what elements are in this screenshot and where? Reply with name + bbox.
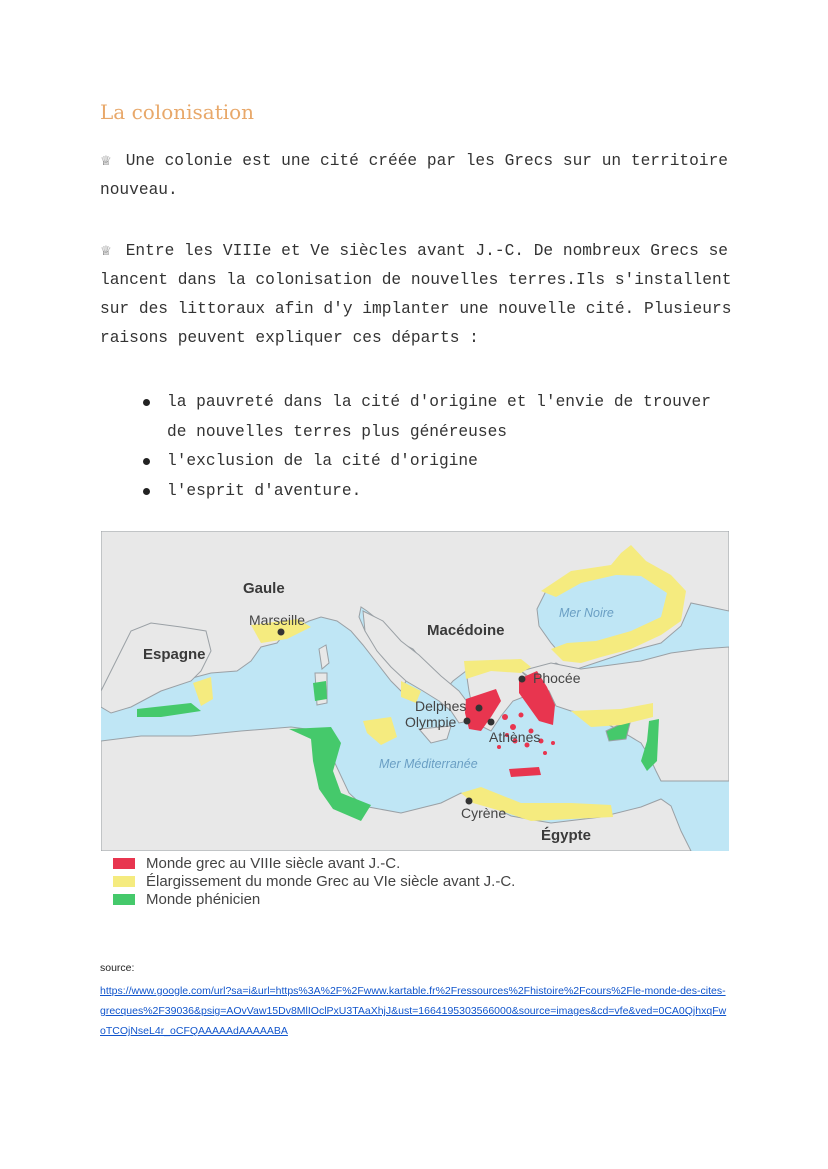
list-item — [140, 447, 740, 477]
map-label-athenes: Athènes — [489, 729, 541, 745]
list-item-text: la pauvreté dans la cité d'origine et l'envie de trouver de nouvelles terres plus généreuses — [167, 393, 711, 441]
legend-label: Monde grec au VIIIe siècle avant J.-C. — [146, 854, 401, 872]
map-label-espagne: Espagne — [143, 646, 206, 663]
paragraph-1-text: Une colonie est une cité créée par les Grecs sur un territoire nouveau. — [100, 152, 728, 199]
map-label-phocee: Phocée — [533, 670, 581, 686]
list-item-text: l'exclusion de la cité d'origine — [167, 452, 478, 470]
list-item — [140, 477, 740, 507]
city-dot-cyrene — [466, 798, 473, 805]
city-dot-athenes — [488, 719, 495, 726]
map-label-marseille: Marseille — [249, 612, 306, 628]
page-title: La colonisation — [100, 100, 255, 124]
legend-item — [113, 890, 515, 908]
source-link[interactable]: https://www.google.com/url?sa=i&url=https%3A%2F%2Fwww.kartable.fr%2Fressources%2Fhistoire%2Fcours%2Fle-monde-des-cites-grecques%2F39036&psig=AOvVaw15Dv8MlIOclPxU3TAaXhjJ&ust=1664195303566000&source=images&cd=vfe&ved=0CA0QjhxqFwoTCOjNseL4r_oCFQAAAAAdAAAAABA — [100, 985, 727, 1037]
city-dot-phocee — [519, 676, 526, 683]
list-item — [140, 388, 740, 447]
legend-item — [113, 872, 515, 890]
map-label-mer-noire: Mer Noire — [559, 606, 614, 620]
legend-swatch-phoenician — [113, 894, 135, 905]
crown-icon: ♕ — [100, 244, 112, 259]
map-label-egypte: Égypte — [541, 827, 592, 844]
greek-colonization-map — [101, 531, 729, 851]
city-dot-delphes — [476, 705, 483, 712]
paragraph-2-text: Entre les VIIIe et Ve siècles avant J.-C. De nombreux Grecs se lancent dans la colonisation de nouvelles terres.Ils s'installent sur des littoraux afin d'y implanter une nouvelle cité. Plusieurs raisons peuvent expliquer ces départs : — [100, 242, 732, 347]
map-label-gaule: Gaule — [243, 580, 285, 597]
paragraph-colonie-definition — [100, 147, 740, 205]
city-dot-marseille — [278, 629, 285, 636]
paragraph-colonisation-causes — [100, 237, 740, 353]
list-item-text: l'esprit d'aventure. — [167, 481, 362, 500]
city-dot-olympie — [464, 718, 471, 725]
bullet-icon — [143, 458, 150, 465]
bullet-icon — [143, 399, 150, 406]
map-label-cyrene: Cyrène — [461, 805, 507, 821]
legend-label: Monde phénicien — [146, 890, 261, 908]
source-label: source: — [100, 962, 135, 974]
map-label-delphes: Delphes — [415, 698, 467, 714]
bullet-icon — [143, 488, 150, 495]
map-label-mer-mediterranee: Mer Méditerranée — [379, 757, 478, 771]
map-legend — [113, 854, 515, 908]
crown-icon: ♕ — [100, 154, 112, 169]
legend-swatch-greek — [113, 858, 135, 869]
map-label-macedoine: Macédoine — [427, 622, 505, 639]
map-label-olympie: Olympie — [405, 714, 457, 730]
reasons-list — [140, 388, 740, 506]
legend-label: Élargissement du monde Grec au VIe siècle avant J.-C. — [146, 872, 516, 890]
legend-swatch-expansion — [113, 876, 135, 887]
legend-item — [113, 854, 515, 872]
